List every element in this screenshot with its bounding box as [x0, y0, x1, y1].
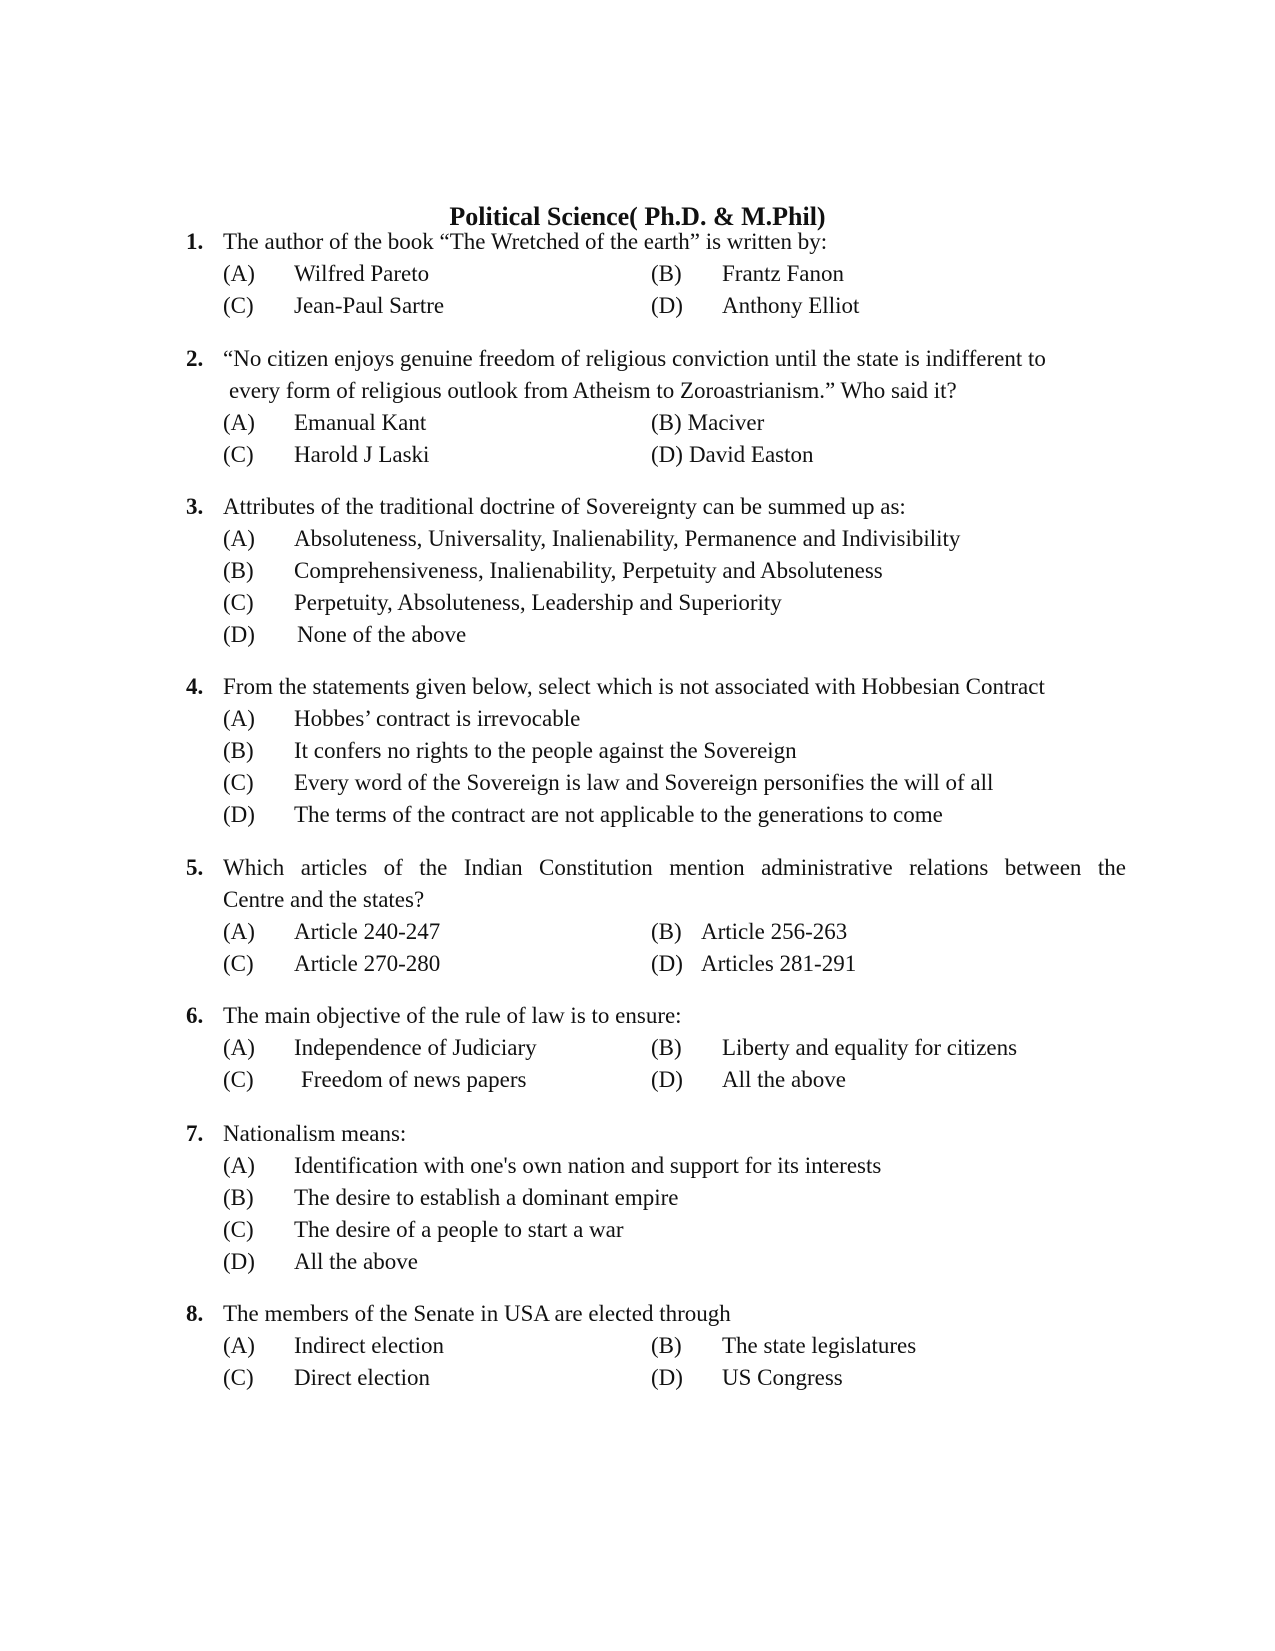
question-number: 6. — [186, 1003, 204, 1028]
question-7 — [186, 1118, 1126, 1278]
option-label: (B) — [651, 410, 682, 435]
option-label: (B) — [651, 919, 682, 944]
option-text: Articles 281-291 — [701, 951, 857, 976]
question-number: 3. — [186, 494, 204, 519]
option-label: (D) — [223, 622, 255, 647]
option-label: (A) — [223, 261, 255, 286]
option-text: All the above — [294, 1249, 418, 1274]
option-text: Harold J Laski — [294, 442, 430, 467]
question-8 — [186, 1298, 1126, 1394]
option-text: Freedom of news papers — [301, 1067, 527, 1092]
option-text: It confers no rights to the people against the Sovereign — [294, 738, 797, 763]
option-text: Liberty and equality for citizens — [722, 1035, 1018, 1060]
option-text: The desire to establish a dominant empire — [294, 1185, 679, 1210]
option-text: David Easton — [688, 442, 814, 467]
option-label: (C) — [223, 770, 254, 795]
option-label: (A) — [223, 410, 255, 435]
option-label: (A) — [223, 1035, 255, 1060]
option-label: (D) — [651, 1067, 683, 1092]
question-text: Which articles of the Indian Constitution mention administrative relations between the — [223, 855, 1126, 880]
question-text: Centre and the states? — [223, 887, 425, 912]
option-label: (A) — [223, 1153, 255, 1178]
option-label: (B) — [651, 1333, 682, 1358]
option-label: (D) — [223, 1249, 255, 1274]
option-text: Article 240-247 — [294, 919, 441, 944]
question-text: From the statements given below, select which is not associated with Hobbesian Contract — [223, 674, 1045, 699]
option-text: Independence of Judiciary — [294, 1035, 537, 1060]
option-text: Absoluteness, Universality, Inalienability, Permanence and Indivisibility — [294, 526, 961, 551]
option-b — [651, 407, 764, 439]
question-1 — [186, 226, 1126, 322]
question-6 — [186, 1000, 1126, 1096]
option-text: Anthony Elliot — [722, 293, 860, 318]
option-label: (B) — [223, 1185, 254, 1210]
option-text: Wilfred Pareto — [294, 261, 430, 286]
question-2 — [186, 343, 1126, 471]
option-text: Hobbes’ contract is irrevocable — [294, 706, 581, 731]
option-label: (C) — [223, 293, 254, 318]
option-label: (C) — [223, 1365, 254, 1390]
option-label: (A) — [223, 526, 255, 551]
question-number: 1. — [186, 229, 204, 254]
question-number: 7. — [186, 1121, 204, 1146]
option-text: The terms of the contract are not applicable to the generations to come — [294, 802, 943, 827]
question-number: 5. — [186, 855, 204, 880]
option-text: Article 256-263 — [701, 919, 848, 944]
option-label: (D) — [223, 802, 255, 827]
question-number: 2. — [186, 346, 204, 371]
question-number: 8. — [186, 1301, 204, 1326]
option-text: Emanual Kant — [294, 410, 427, 435]
option-label: (C) — [223, 1067, 254, 1092]
option-label: (B) — [223, 558, 254, 583]
option-text: The desire of a people to start a war — [294, 1217, 624, 1242]
option-text: All the above — [722, 1067, 846, 1092]
option-label: (D) — [651, 1365, 683, 1390]
option-label: (D) — [651, 951, 683, 976]
option-text: Direct election — [294, 1365, 431, 1390]
option-text: None of the above — [297, 622, 467, 647]
question-4 — [186, 671, 1126, 831]
option-text: Maciver — [687, 410, 765, 435]
question-text: The members of the Senate in USA are elected through — [223, 1301, 731, 1326]
option-text: Article 270-280 — [294, 951, 441, 976]
option-text: Every word of the Sovereign is law and Sovereign personifies the will of all — [294, 770, 994, 795]
question-text: The main objective of the rule of law is to ensure: — [223, 1003, 682, 1028]
option-d — [651, 439, 814, 471]
option-label: (C) — [223, 442, 254, 467]
option-label: (D) — [651, 293, 683, 318]
option-text: Perpetuity, Absoluteness, Leadership and Superiority — [294, 590, 782, 615]
option-text: Jean-Paul Sartre — [294, 293, 445, 318]
option-label: (C) — [223, 1217, 254, 1242]
option-label: (A) — [223, 706, 255, 731]
option-label: (A) — [223, 919, 255, 944]
option-text: Identification with one's own nation and support for its interests — [294, 1153, 882, 1178]
option-label: (A) — [223, 1333, 255, 1358]
option-text: Indirect election — [294, 1333, 445, 1358]
option-label: (B) — [651, 261, 682, 286]
option-text: Frantz Fanon — [722, 261, 845, 286]
question-5 — [186, 852, 1126, 980]
question-text: Nationalism means: — [223, 1121, 407, 1146]
question-text: “No citizen enjoys genuine freedom of religious conviction until the state is indifferent to — [223, 346, 1046, 371]
question-text: Attributes of the traditional doctrine of Sovereignty can be summed up as: — [223, 494, 906, 519]
question-text: The author of the book “The Wretched of the earth” is written by: — [223, 229, 828, 254]
option-label: (B) — [651, 1035, 682, 1060]
option-label: (B) — [223, 738, 254, 763]
question-number: 4. — [186, 674, 204, 699]
option-text: US Congress — [722, 1365, 843, 1390]
page-title: Political Science( Ph.D. & M.Phil) — [449, 202, 826, 231]
option-label: (C) — [223, 951, 254, 976]
option-label: (D) — [651, 442, 683, 467]
option-text: The state legislatures — [722, 1333, 917, 1358]
question-3 — [186, 491, 1126, 651]
option-label: (C) — [223, 590, 254, 615]
option-text: Comprehensiveness, Inalienability, Perpetuity and Absoluteness — [294, 558, 883, 583]
question-text: every form of religious outlook from Atheism to Zoroastrianism.” Who said it? — [229, 378, 957, 403]
